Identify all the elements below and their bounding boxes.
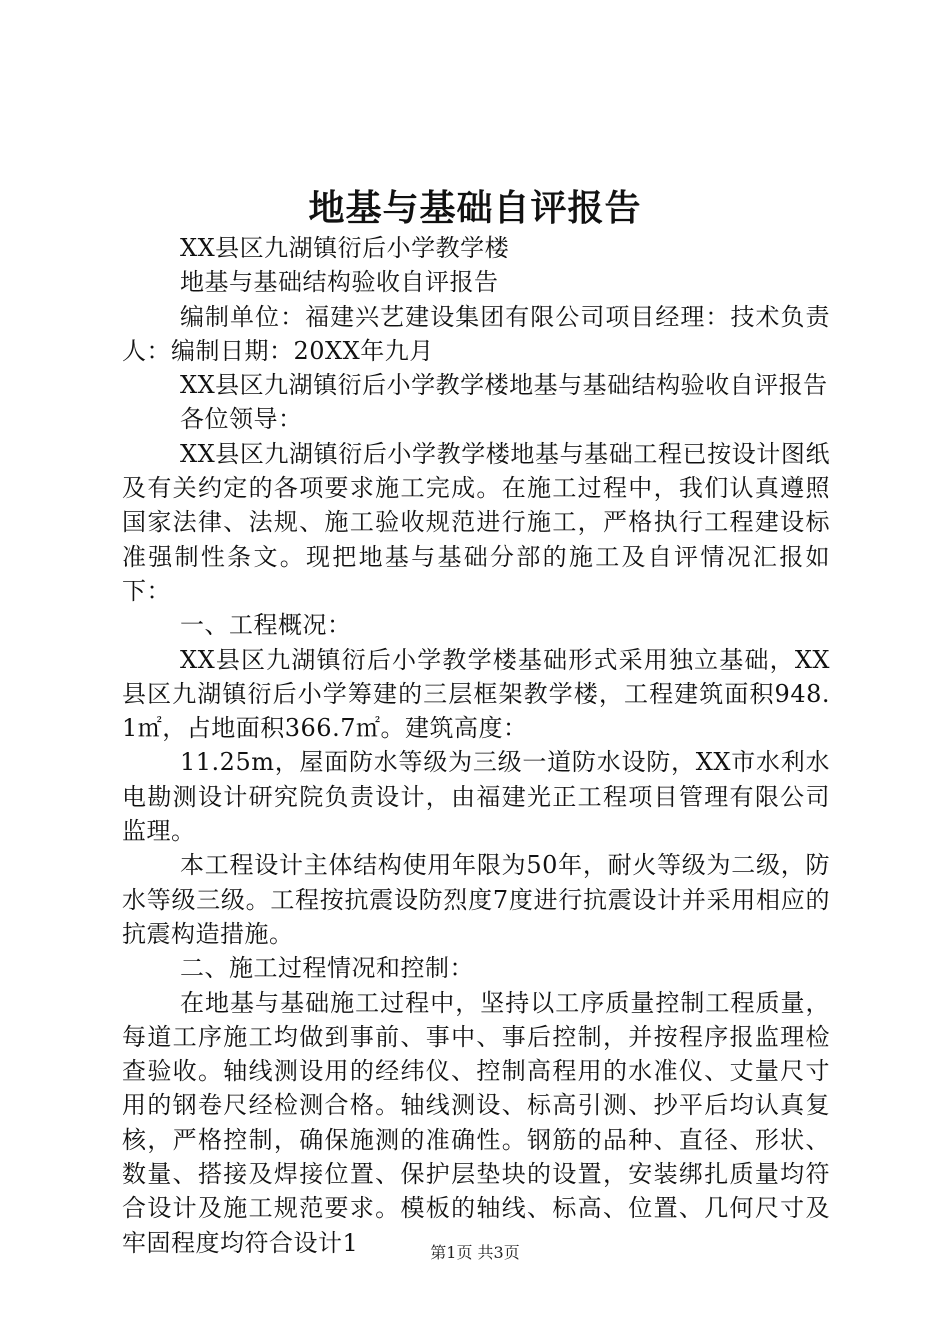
document-body — [122, 231, 830, 1260]
paragraph: 11.25m，屋面防水等级为三级一道防水设防，XX市水利水电勘测设计研究院负责设计，由福建光正工程项目管理有限公司监理。 — [122, 748, 830, 846]
paragraph: XX县区九湖镇衍后小学教学楼地基与基础工程已按设计图纸及有关约定的各项要求施工完成。在施工过程中，我们认真遵照国家法律、法规、施工验收规范进行施工，严格执行工程建设标准强制性条文。现把地基与基础分部的施工及自评情况汇报如下： — [122, 439, 830, 605]
paragraph: 本工程设计主体结构使用年限为50年，耐火等级为二级，防水等级三级。工程按抗震设防烈度7度进行抗震设计并采用相应的抗震构造措施。 — [122, 851, 830, 948]
paragraph: XX县区九湖镇衍后小学教学楼地基与基础结构验收自评报告 — [180, 371, 828, 400]
paragraph: XX县区九湖镇衍后小学教学楼 — [180, 234, 510, 262]
document-title: 地基与基础自评报告 — [308, 187, 642, 229]
paragraph: 各位领导： — [180, 405, 303, 434]
paragraph: 二、施工过程情况和控制： — [180, 954, 474, 983]
paragraph: 地基与基础结构验收自评报告 — [180, 268, 499, 297]
paragraph: 在地基与基础施工过程中，坚持以工序质量控制工程质量，每道工序施工均做到事前、事中、事后控制，并按程序报监理检查验收。轴线测设用的经纬仪、控制高程用的水准仪、丈量尺寸用的钢卷尺经检测合格。轴线测设、标高引测、抄平后均认真复核，严格控制，确保施测的准确性。钢筋的品种、直径、形状、数量、搭接及焊接位置、保护层垫块的设置，安装绑扎质量均符合设计及施工规范要求。模板的轴线、标高、位置、几何尺寸及牢固程度均符合设计1 — [122, 988, 830, 1257]
paragraph: 一、工程概况： — [180, 611, 352, 640]
paragraph: 编制单位：福建兴艺建设集团有限公司项目经理：技术负责人：编制日期：20XX年九月 — [122, 302, 830, 365]
paragraph: XX县区九湖镇衍后小学教学楼基础形式采用独立基础，XX县区九湖镇衍后小学筹建的三层框架教学楼，工程建筑面积948.1㎡，占地面积366.7㎡。建筑高度： — [122, 645, 830, 743]
page-footer: 第1页 共3页 — [430, 1243, 520, 1262]
